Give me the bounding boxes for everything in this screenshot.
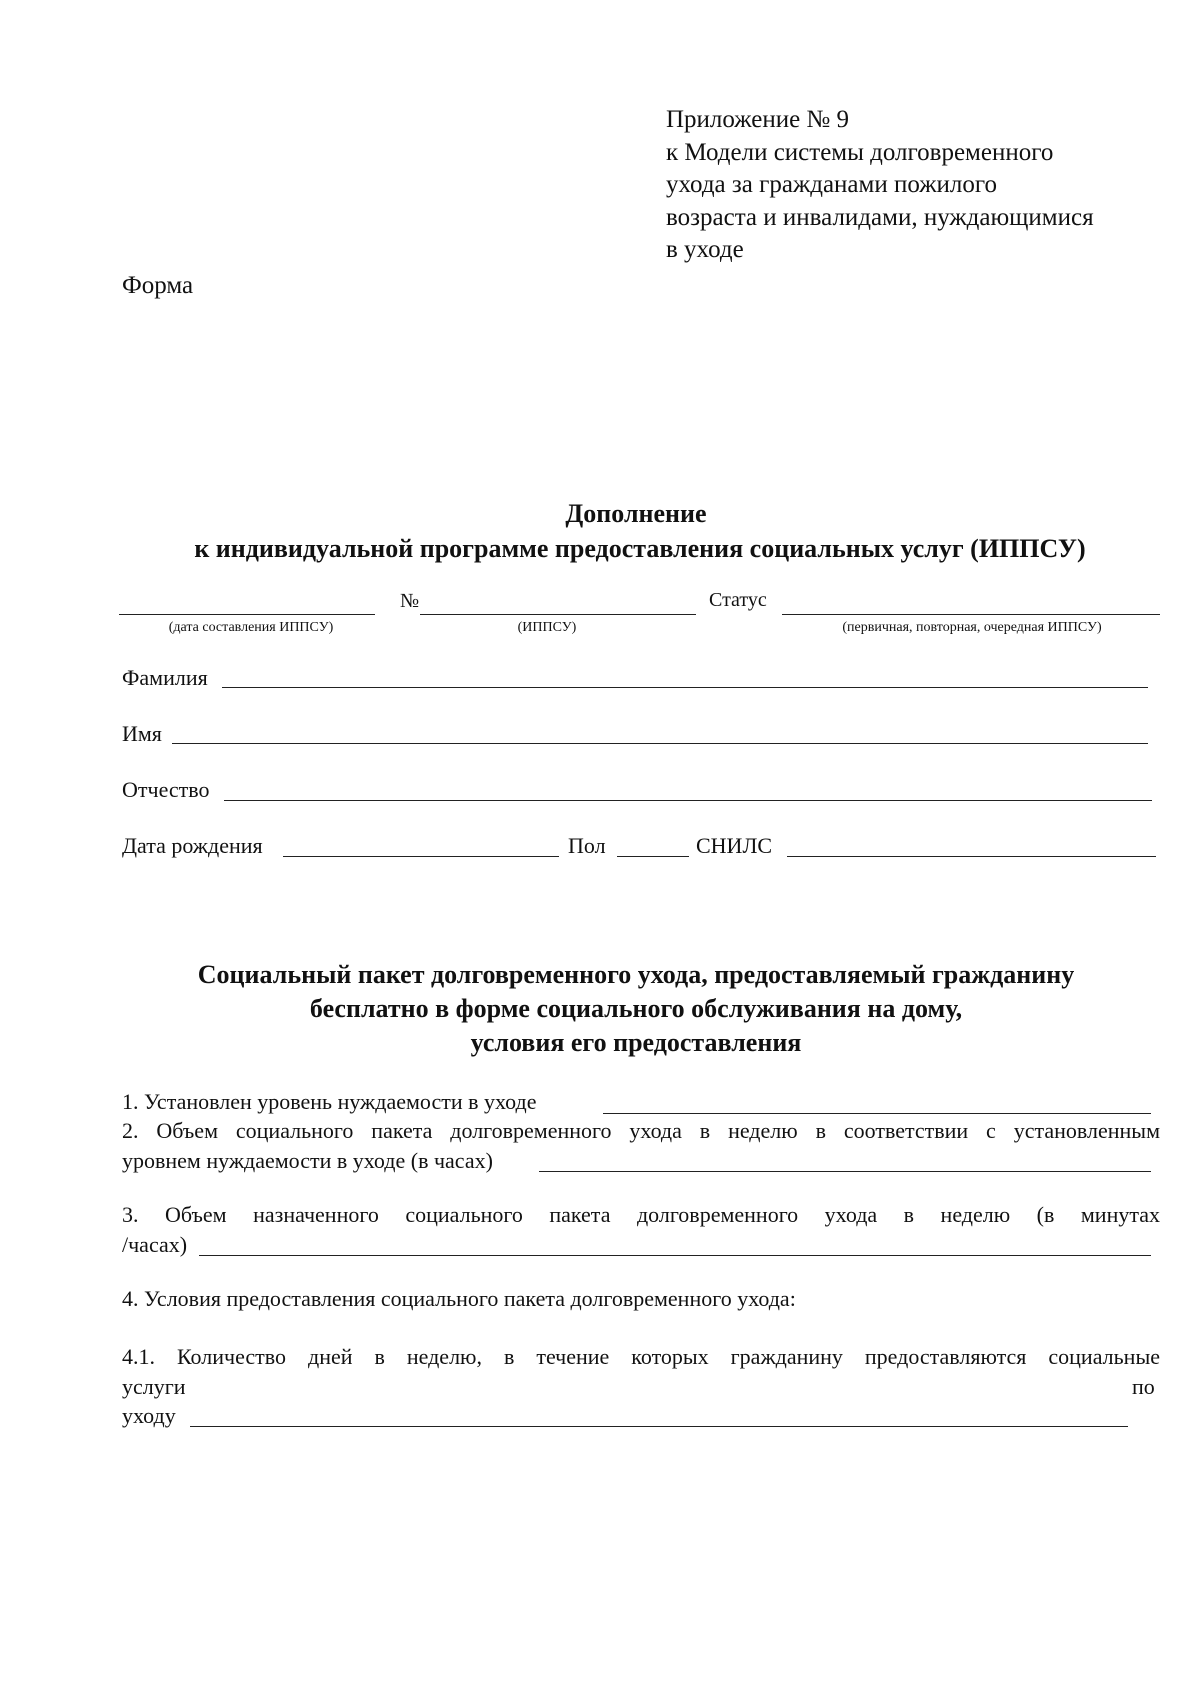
number-label: №	[400, 590, 420, 612]
appendix-line-5: в уходе	[666, 236, 744, 263]
section-title-line-1: Социальный пакет долговременного ухода, предоставляемый гражданину	[197, 960, 1075, 989]
patronymic-field[interactable]	[224, 800, 1152, 801]
form-label: Форма	[122, 272, 194, 299]
birthdate-label: Дата рождения	[122, 833, 263, 858]
item-4-1-line-1: 4.1. Количество дней в неделю, в течение которых гражданину предоставляются социальные	[122, 1344, 1160, 1369]
surname-label: Фамилия	[122, 665, 208, 690]
item-1-label: 1. Установлен уровень нуждаемости в уходе	[122, 1089, 537, 1114]
item-4-1-line-2-start: услуги	[122, 1374, 186, 1399]
birthdate-field[interactable]	[283, 856, 559, 857]
item-1-field[interactable]	[603, 1113, 1151, 1114]
section-title-line-3: условия его предоставления	[470, 1028, 802, 1057]
snils-field[interactable]	[787, 856, 1156, 857]
status-label: Статус	[709, 589, 767, 611]
item-4-1-line-3: уходу	[122, 1403, 176, 1428]
number-field[interactable]	[420, 614, 696, 615]
appendix-line-2: к Модели системы долговременного	[666, 138, 1054, 166]
document-title: Дополнение	[565, 499, 707, 528]
item-2-line-2: уровнем нуждаемости в уходе (в часах)	[122, 1148, 493, 1173]
status-caption: (первичная, повторная, очередная ИППСУ)	[842, 620, 1102, 635]
item-3-line-1: 3. Объем назначенного социального пакета долговременного ухода в неделю (в минутах	[122, 1202, 1160, 1227]
number-caption: (ИППСУ)	[517, 620, 577, 635]
appendix-line-4: возраста и инвалидами, нуждающимися	[666, 203, 1094, 231]
name-label: Имя	[122, 721, 162, 746]
date-caption: (дата составления ИППСУ)	[168, 620, 334, 635]
appendix-note	[666, 104, 1176, 267]
item-4-1-field[interactable]	[190, 1426, 1128, 1427]
item-3-line-2: /часах)	[122, 1232, 188, 1257]
name-field[interactable]	[172, 743, 1148, 744]
date-field[interactable]	[119, 614, 375, 615]
item-2-field[interactable]	[539, 1171, 1151, 1172]
item-2-line-1: 2. Объем социального пакета долговременного ухода в неделю в соответствии с установленным	[122, 1118, 1160, 1143]
snils-label: СНИЛС	[696, 833, 773, 858]
item-4-label: 4. Условия предоставления социального пакета долговременного ухода:	[122, 1286, 796, 1311]
section-title-line-2: бесплатно в форме социального обслуживания на дому,	[309, 994, 963, 1023]
appendix-line-3: ухода за гражданами пожилого	[666, 171, 997, 198]
item-3-field[interactable]	[199, 1255, 1151, 1256]
sex-field[interactable]	[617, 856, 689, 857]
surname-field[interactable]	[222, 687, 1148, 688]
appendix-line-1: Приложение № 9	[666, 106, 850, 133]
sex-label: Пол	[568, 833, 606, 858]
document-subtitle: к индивидуальной программе предоставления социальных услуг (ИППСУ)	[194, 534, 1086, 563]
status-field[interactable]	[782, 614, 1160, 615]
item-4-1-line-2-end: по	[1132, 1374, 1155, 1399]
patronymic-label: Отчество	[122, 777, 210, 802]
